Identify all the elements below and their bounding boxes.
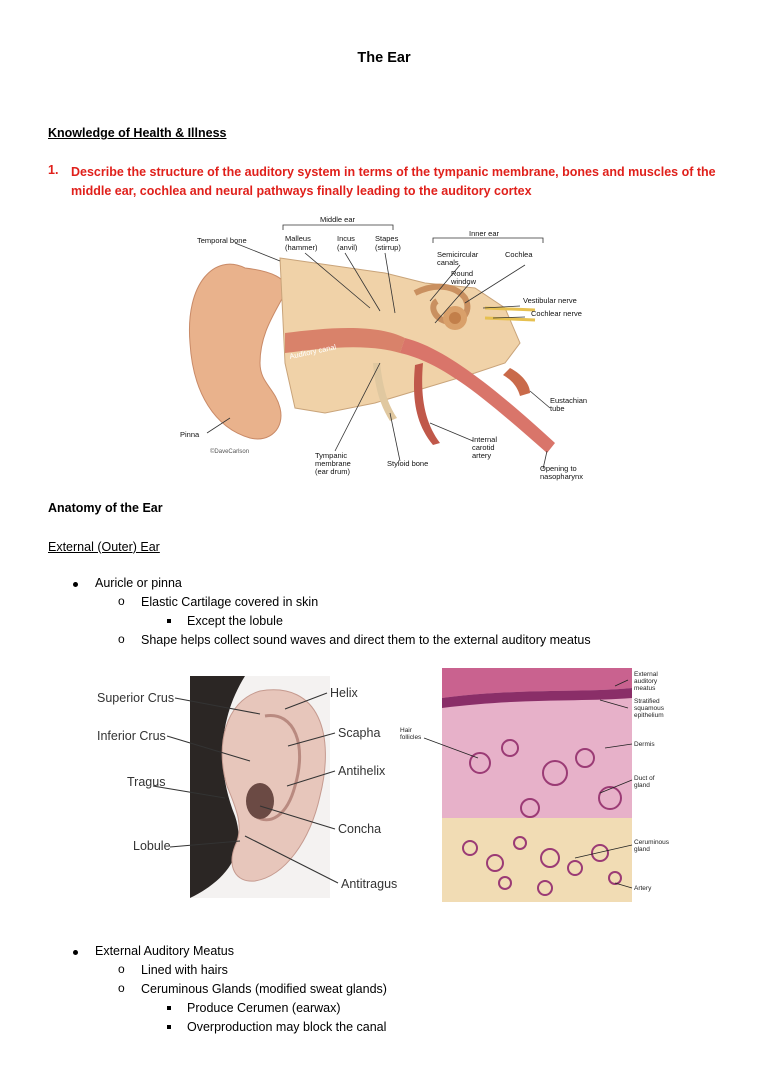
label-opening-to: Opening to [540,464,577,473]
label-superior-crus: Superior Crus [97,691,175,705]
label-anvil: (anvil) [337,243,358,252]
label-antihelix: Antihelix [338,764,386,778]
label-incus: Incus [337,234,355,243]
outer-ear-labeled-photo [95,676,415,898]
label-internal: Internal [472,435,498,444]
question-text: Describe the structure of the auditory system in terms of the tympanic membrane, bones and muscles of the middle ear, cochlea and neural pathways finally leading to the auditory cortex [71,165,716,198]
label-epithelium: epithelium [634,712,664,719]
list-subitem-cartilage: Elastic Cartilage covered in skin [141,595,319,609]
list-subsubitem-overproduction: Overproduction may block the canal [187,1020,387,1034]
external-ear-heading: External (Outer) Ear [48,540,160,554]
label-concha: Concha [338,822,382,836]
list-subsubitem-lobule: Except the lobule [187,614,283,628]
anatomy-heading: Anatomy of the Ear [48,501,163,515]
label-artery: artery [472,451,492,460]
question-number: 1. [48,163,59,177]
label-round: Round [451,269,474,278]
page-title: The Ear [357,50,411,66]
label-tube: tube [550,404,565,413]
list-item-auricle: Auricle or pinna [95,576,182,590]
label-window: window [451,277,477,286]
ear-anatomy-diagram [175,213,605,485]
ear-illustration [189,258,555,453]
label-hammer: (hammer) [285,243,318,252]
histology-micrograph [400,668,678,902]
circle-bullet-icon: o [118,981,125,995]
label-cochlea: Cochlea [505,250,533,259]
label-antitragus: Antitragus [341,877,398,891]
circle-bullet-icon: o [118,594,125,608]
label-pinna: Pinna [180,430,200,439]
label-artery-histology: Artery [634,885,652,892]
list-subitem-glands: Ceruminous Glands (modified sweat glands) [141,982,387,996]
square-bullet-icon [167,619,171,623]
label-temporal-bone: Temporal bone [197,236,247,245]
label-inner-ear: Inner ear [469,229,500,238]
label-stirrup: (stirrup) [375,243,401,252]
square-bullet-icon [167,1006,171,1010]
label-cochlear-nerve: Cochlear nerve [531,309,582,318]
label-vestibular-nerve: Vestibular nerve [523,296,577,305]
label-ceruminous-gland: gland [634,846,650,853]
circle-bullet-icon: o [118,962,125,976]
label-inferior-crus: Inferior Crus [97,729,166,743]
bullet-icon [73,950,78,955]
list-item-meatus: External Auditory Meatus [95,944,234,958]
label-middle-ear: Middle ear [320,215,356,224]
label-stapes: Stapes [375,234,399,243]
list-subitem-hairs: Lined with hairs [141,963,228,977]
label-styloid-bone: Styloid bone [387,459,429,468]
label-hair: Hair [400,727,412,734]
label-copyright: ©DaveCarlson [210,449,250,455]
label-malleus: Malleus [285,234,311,243]
square-bullet-icon [167,1025,171,1029]
label-carotid: carotid [472,443,495,452]
list-subsubitem-cerumen: Produce Cerumen (earwax) [187,1001,341,1015]
label-ceruminous: Ceruminous [634,839,670,846]
label-helix: Helix [330,686,358,700]
label-tympanic: Tympanic [315,451,348,460]
label-squamous: squamous [634,705,664,712]
label-follicles: follicles [400,734,422,741]
list-subitem-shape: Shape helps collect sound waves and direct them to the external auditory meatus [141,633,591,647]
label-canals: canals [437,258,459,267]
label-gland: gland [634,782,650,789]
label-stratified: Stratified [634,698,660,705]
label-auditory: auditory [634,678,658,685]
label-nasopharynx: nasopharynx [540,472,583,481]
label-meatus: meatus [634,685,656,692]
label-eustachian: Eustachian [550,396,588,405]
label-membrane: membrane [315,459,351,468]
label-semicircular: Semicircular [437,250,479,259]
section-heading: Knowledge of Health & Illness [48,126,227,140]
label-lobule: Lobule [133,839,171,853]
label-external: External [634,671,658,678]
label-tragus: Tragus [127,775,166,789]
bullet-icon [73,582,78,587]
label-scapha: Scapha [338,726,381,740]
circle-bullet-icon: o [118,632,125,646]
label-dermis: Dermis [634,741,655,748]
label-duct-of: Duct of [634,775,655,782]
label-ear-drum: (ear drum) [315,467,351,476]
label-auditory-canal: Auditory canal [288,342,337,361]
